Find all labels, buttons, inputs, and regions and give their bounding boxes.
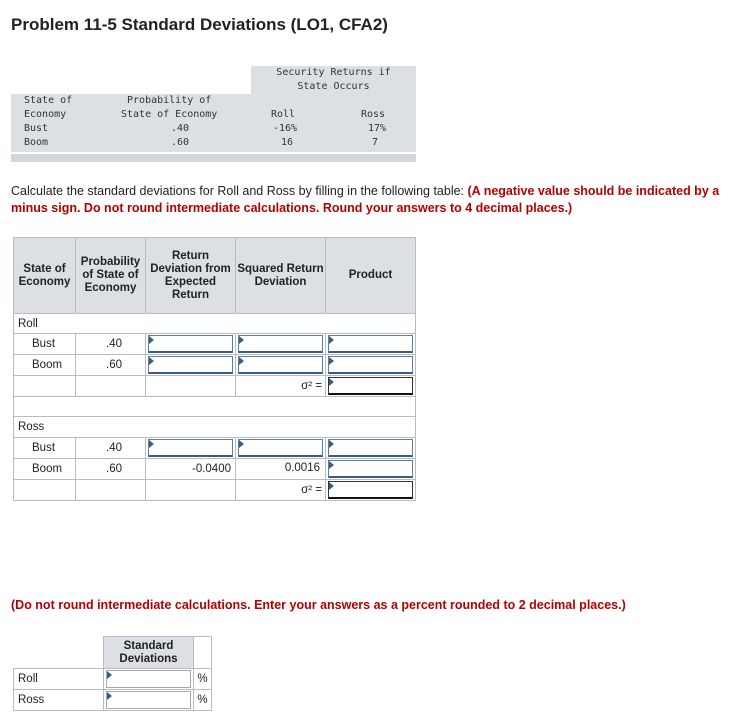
input-marker-icon (329, 378, 334, 386)
table-bottom-bar (11, 154, 416, 162)
boom-roll: 16 (281, 137, 294, 148)
input-marker-icon (107, 671, 112, 679)
roll-bust-state: Bust (14, 334, 76, 355)
ross-boom-prob: .60 (76, 459, 146, 480)
roll-bust-prob: .40 (76, 334, 146, 355)
sd-ross-input[interactable] (104, 690, 194, 711)
ross-variance-label: σ² = (236, 480, 326, 501)
roll-boom-state: Boom (14, 355, 76, 376)
input-marker-icon (239, 336, 244, 344)
sd-roll-unit: % (194, 669, 212, 690)
probability-header: Probability of State of Economy (121, 95, 218, 120)
ross-bust-deviation-input[interactable] (146, 438, 236, 459)
worksheet-table (13, 237, 416, 501)
sd-header: Standard Deviations (104, 637, 194, 669)
roll-variance-input[interactable] (326, 376, 416, 397)
ross-variance-input[interactable] (326, 480, 416, 501)
instructions-2: (Do not round intermediate calculations. Enter your answers as a percent rounded to 2 decimal places.) (11, 598, 626, 612)
sd-roll-label: Roll (14, 669, 104, 690)
input-marker-icon (329, 461, 334, 469)
bust-roll: -16% (273, 123, 298, 134)
bust-ross: 17% (368, 123, 387, 134)
ross-boom-product-input[interactable] (326, 459, 416, 480)
roll-bust-deviation-input[interactable] (146, 334, 236, 355)
ross-bust-squared-input[interactable] (236, 438, 326, 459)
security-returns-table (11, 66, 416, 162)
page-title: Problem 11-5 Standard Deviations (LO1, CFA2) (11, 15, 388, 34)
roll-bust-product-input[interactable] (326, 334, 416, 355)
ross-bust-state: Bust (14, 438, 76, 459)
header-squared-deviation: Squared Return Deviation (236, 238, 326, 314)
ross-boom-deviation-value: -0.0400 (146, 459, 236, 480)
header-return-deviation: Return Deviation from Expected Return (146, 238, 236, 314)
input-marker-icon (239, 440, 244, 448)
bust-state: Bust (24, 123, 49, 134)
header-probability: Probability of State of Economy (76, 238, 146, 314)
roll-boom-deviation-input[interactable] (146, 355, 236, 376)
boom-ross: 7 (372, 137, 379, 148)
instructions-text: Calculate the standard deviations for Roll and Ross by filling in the following table: (11, 184, 468, 198)
ross-boom-squared-value: 0.0016 (284, 462, 320, 474)
ross-bust-prob: .40 (76, 438, 146, 459)
sd-ross-unit: % (194, 690, 212, 711)
sd-ross-label: Ross (14, 690, 104, 711)
roll-bust-squared-input[interactable] (236, 334, 326, 355)
ross-boom-state: Boom (14, 459, 76, 480)
security-returns-header: Security Returns if State Occurs (276, 67, 391, 92)
standard-deviation-table (13, 636, 212, 711)
input-marker-icon (107, 692, 112, 700)
boom-state: Boom (24, 137, 49, 148)
roll-boom-product-input[interactable] (326, 355, 416, 376)
input-marker-icon (149, 357, 154, 365)
input-marker-icon (329, 440, 334, 448)
input-marker-icon (329, 336, 334, 344)
ross-boom-squared-cell (236, 459, 326, 480)
ross-bust-product-input[interactable] (326, 438, 416, 459)
input-marker-icon (329, 357, 334, 365)
input-marker-icon (239, 357, 244, 365)
roll-variance-label: σ² = (236, 376, 326, 397)
roll-section-label: Roll (14, 314, 416, 334)
state-of-economy-header: State of Economy (24, 95, 73, 120)
boom-prob: .60 (171, 137, 190, 148)
input-marker-icon (329, 482, 334, 490)
roll-boom-prob: .60 (76, 355, 146, 376)
sd-roll-input[interactable] (104, 669, 194, 690)
ross-section-label: Ross (14, 417, 416, 438)
input-marker-icon (149, 336, 154, 344)
bust-prob: .40 (171, 123, 190, 134)
roll-header: Roll (271, 109, 296, 120)
ross-header: Ross (361, 109, 386, 120)
header-state: State of Economy (14, 238, 76, 314)
instructions-red: (A negative value should be indicated by a minus sign. Do not round intermediate calculations. Round your answers to 4 decimal places.) (11, 184, 720, 215)
roll-boom-squared-input[interactable] (236, 355, 326, 376)
instructions (11, 183, 723, 217)
header-product: Product (326, 238, 416, 314)
input-marker-icon (149, 440, 154, 448)
